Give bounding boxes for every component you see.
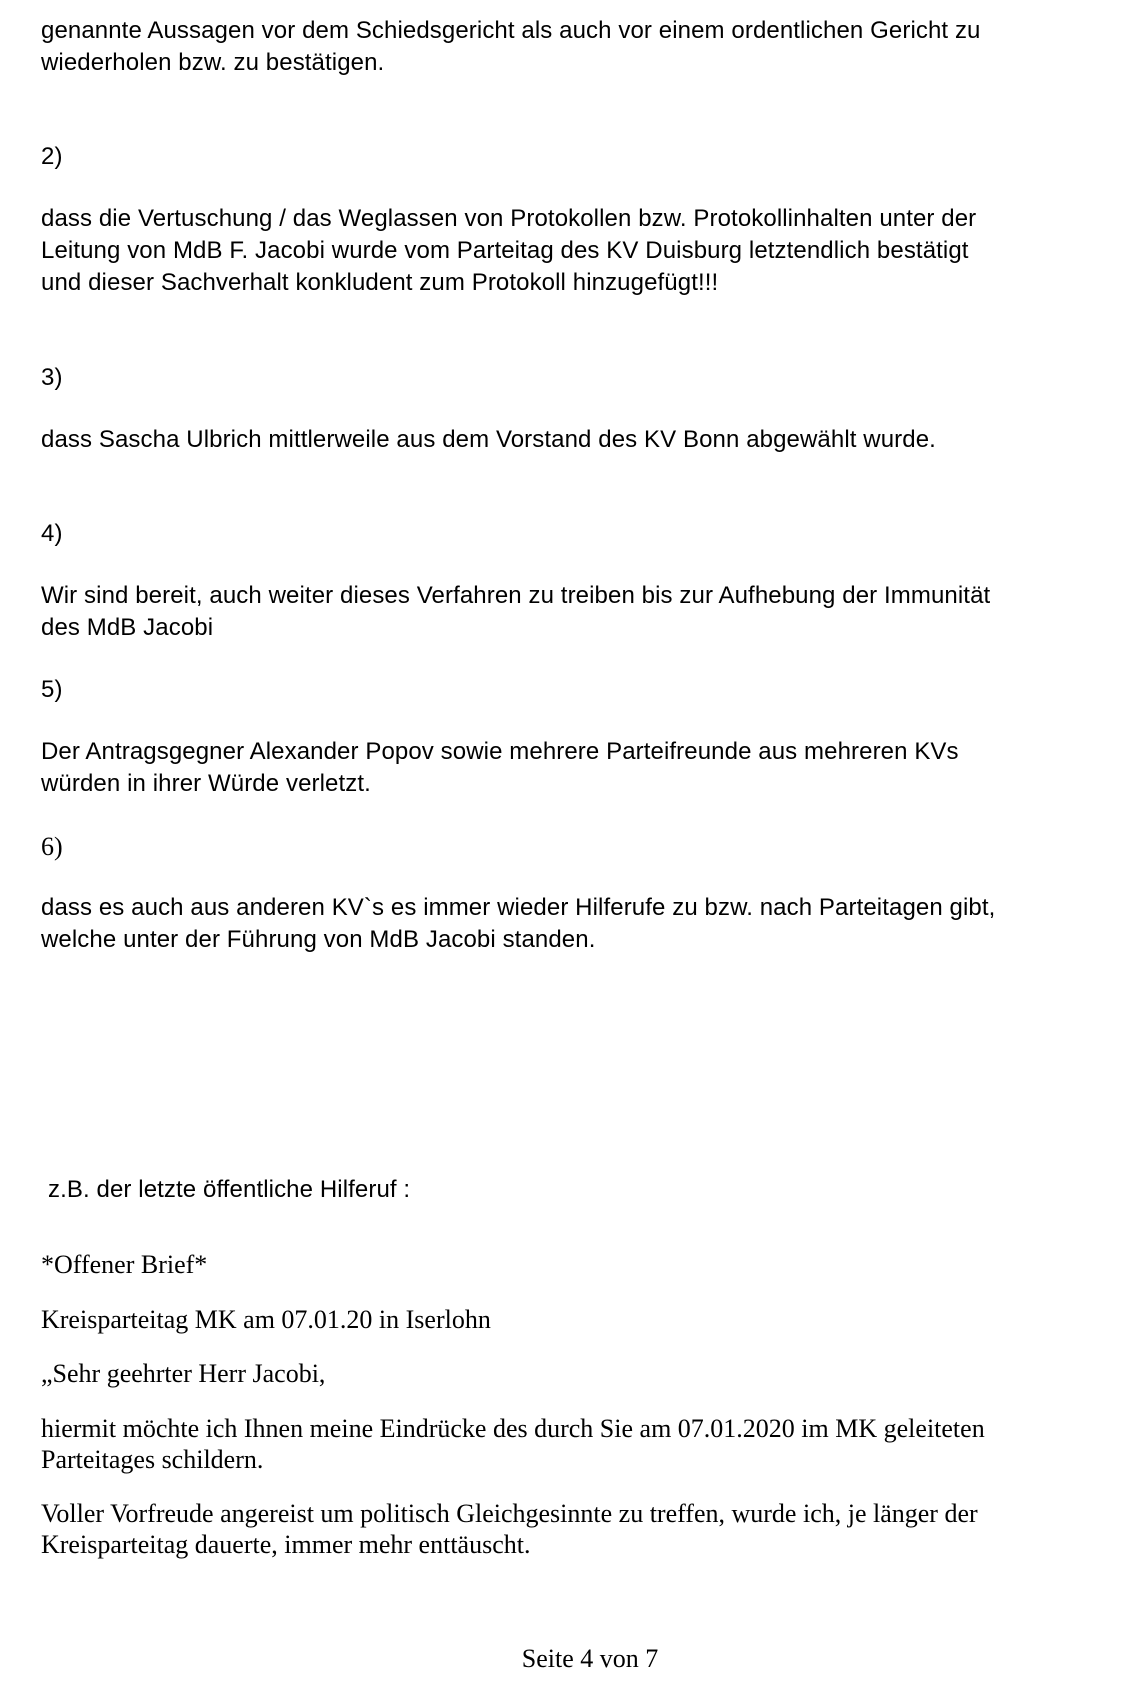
example-intro-line: z.B. der letzte öffentliche Hilferuf :: [48, 1176, 411, 1203]
item-text-4: Wir sind bereit, auch weiter dieses Verfahren zu treiben bis zur Aufhebung der Immunität des MdB Jacobi: [41, 582, 991, 641]
letter-salutation: „Sehr geehrter Herr Jacobi,: [41, 1359, 326, 1388]
item-number-5: 5): [41, 676, 63, 703]
letter-heading: *Offener Brief*: [41, 1250, 208, 1279]
intro-continuation-paragraph: genannte Aussagen vor dem Schiedsgericht als auch vor einem ordentlichen Gericht zu wiederholen bzw. zu bestätigen.: [41, 17, 981, 76]
letter-paragraph-2: Voller Vorfreude angereist um politisch Gleichgesinnte zu treffen, wurde ich, je länger der Kreisparteitag dauerte, immer mehr enttäuscht.: [41, 1499, 978, 1559]
letter-subject: Kreisparteitag MK am 07.01.20 in Iserlohn: [41, 1305, 491, 1334]
item-text-6: dass es auch aus anderen KV`s es immer wieder Hilferufe zu bzw. nach Parteitagen gibt, welche unter der Führung von MdB Jacobi standen.: [41, 894, 996, 953]
item-number-3: 3): [41, 364, 63, 391]
item-text-2: dass die Vertuschung / das Weglassen von Protokollen bzw. Protokollinhalten unter der Leitung von MdB F. Jacobi wurde vom Parteitag des KV Duisburg letztendlich bestätigt und dieser Sachverhalt konkludent zum Protokoll hinzugefügt!!!: [41, 205, 977, 296]
item-text-5: Der Antragsgegner Alexander Popov sowie mehrere Parteifreunde aus mehreren KVs würden in ihrer Würde verletzt.: [41, 738, 959, 797]
item-number-6: 6): [41, 832, 63, 861]
item-number-4: 4): [41, 520, 63, 547]
item-number-2: 2): [41, 143, 63, 170]
item-text-3: dass Sascha Ulbrich mittlerweile aus dem Vorstand des KV Bonn abgewählt wurde.: [41, 426, 936, 453]
letter-paragraph-1: hiermit möchte ich Ihnen meine Eindrücke des durch Sie am 07.01.2020 im MK geleiteten Parteitages schildern.: [41, 1414, 985, 1474]
page-number-footer: Seite 4 von 7: [521, 1644, 659, 1673]
